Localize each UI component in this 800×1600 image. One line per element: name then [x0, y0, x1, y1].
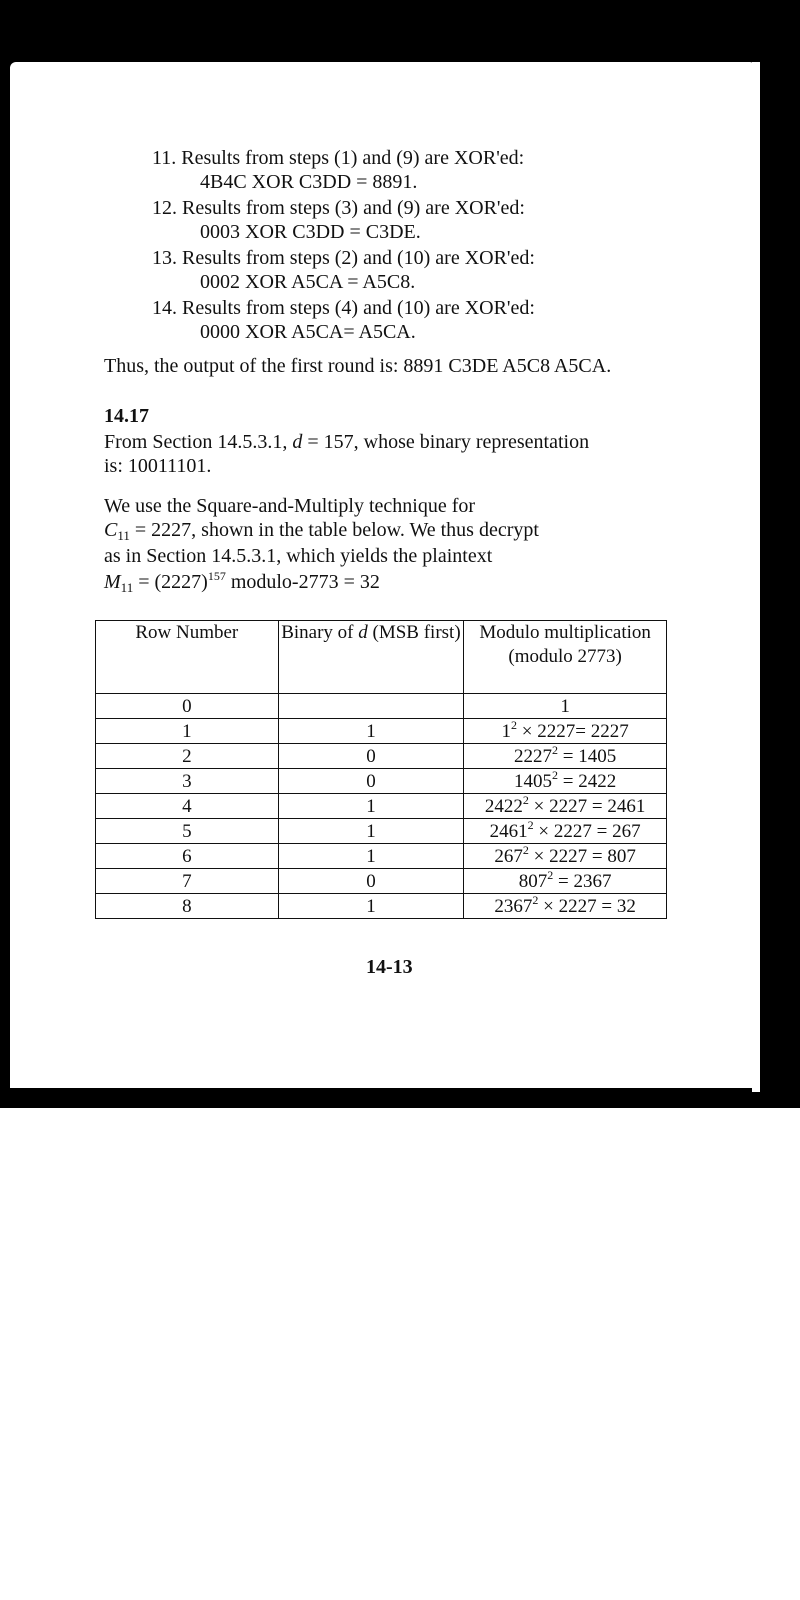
cell-modulo-product: $1^2 \times 2227= 2227$	[464, 719, 667, 744]
header-modulo-multiplication: Modulo multiplication (modulo 2773)	[464, 621, 667, 694]
cell-row-number: 1	[96, 719, 279, 744]
method-line-4: $M_{11} = (2227)^{157}$ modulo-2773 = 32	[104, 569, 380, 595]
cell-modulo-product: $2227^2 = 1405$	[464, 744, 667, 769]
table-row	[96, 694, 667, 719]
square-and-multiply-table	[95, 620, 667, 919]
table-row	[96, 744, 667, 769]
cell-modulo-product: $807^2 = 2367$	[464, 869, 667, 894]
cell-binary-bit: 0	[278, 769, 464, 794]
section-heading: 14.17	[104, 405, 149, 427]
step-12-label: 12. Results from steps (3) and (9) are XOR'ed:	[152, 197, 525, 219]
variable-d: d	[292, 431, 303, 453]
page-edge	[752, 62, 760, 1092]
step-12-expression: 0003 XOR C3DD = C3DE.	[200, 221, 421, 243]
round-output-summary: Thus, the output of the first round is: 8891 C3DE A5C8 A5CA.	[104, 355, 612, 377]
step-13-expression: 0002 XOR A5CA = A5C8.	[200, 271, 416, 293]
intro-line-2: is: 10011101.	[104, 455, 212, 477]
cell-binary-bit: 1	[278, 819, 464, 844]
cell-binary-bit: 0	[278, 869, 464, 894]
step-11-expression: 4B4C XOR C3DD = 8891.	[200, 171, 418, 193]
intro-line-1: From Section 14.5.3.1, d = 157, whose binary representation	[104, 431, 590, 453]
cell-row-number: 6	[96, 844, 279, 869]
table-row	[96, 819, 667, 844]
cell-row-number: 7	[96, 869, 279, 894]
cell-binary-bit: 1	[278, 719, 464, 744]
table-row	[96, 719, 667, 744]
step-11-label: 11. Results from steps (1) and (9) are XOR'ed:	[152, 147, 525, 169]
table-row	[96, 869, 667, 894]
cell-binary-bit: 1	[278, 844, 464, 869]
cell-modulo-product: $2422^2 \times 2227 = 2461$	[464, 794, 667, 819]
cell-row-number: 3	[96, 769, 279, 794]
table-header-row	[96, 621, 667, 694]
step-14-label: 14. Results from steps (4) and (10) are XOR'ed:	[152, 297, 535, 319]
page-number: 14-13	[366, 956, 413, 978]
table-row	[96, 794, 667, 819]
cell-binary-bit: 1	[278, 894, 464, 919]
step-14-expression: 0000 XOR A5CA= A5CA.	[200, 321, 416, 343]
cell-modulo-product: $267^2 \times 2227 = 807$	[464, 844, 667, 869]
cell-binary-bit: 0	[278, 744, 464, 769]
method-line-3: as in Section 14.5.3.1, which yields the plaintext	[104, 545, 493, 567]
table-row	[96, 769, 667, 794]
cell-binary-bit: 1	[278, 794, 464, 819]
cell-row-number: 2	[96, 744, 279, 769]
method-line-2: $C_{11} = 2227$, shown in the table below. We thus decrypt	[104, 519, 539, 543]
cell-modulo-product: $2367^2 \times 2227 = 32$	[464, 894, 667, 919]
method-line-1: We use the Square-and-Multiply technique for	[104, 495, 476, 517]
header-binary-of-d: Binary of d (MSB first)	[278, 621, 464, 694]
cell-row-number: 5	[96, 819, 279, 844]
cell-modulo-product: $2461^2 \times 2227 = 267$	[464, 819, 667, 844]
cell-row-number: 8	[96, 894, 279, 919]
variable-c: C	[104, 519, 118, 541]
table-row	[96, 844, 667, 869]
variable-m: M	[104, 571, 121, 593]
cell-binary-bit	[278, 694, 464, 719]
cell-row-number: 0	[96, 694, 279, 719]
cell-row-number: 4	[96, 794, 279, 819]
header-row-number: Row Number	[96, 621, 279, 694]
table-row	[96, 894, 667, 919]
cell-modulo-product: 1	[464, 694, 667, 719]
step-13-label: 13. Results from steps (2) and (10) are XOR'ed:	[152, 247, 535, 269]
cell-modulo-product: $1405^2 = 2422$	[464, 769, 667, 794]
